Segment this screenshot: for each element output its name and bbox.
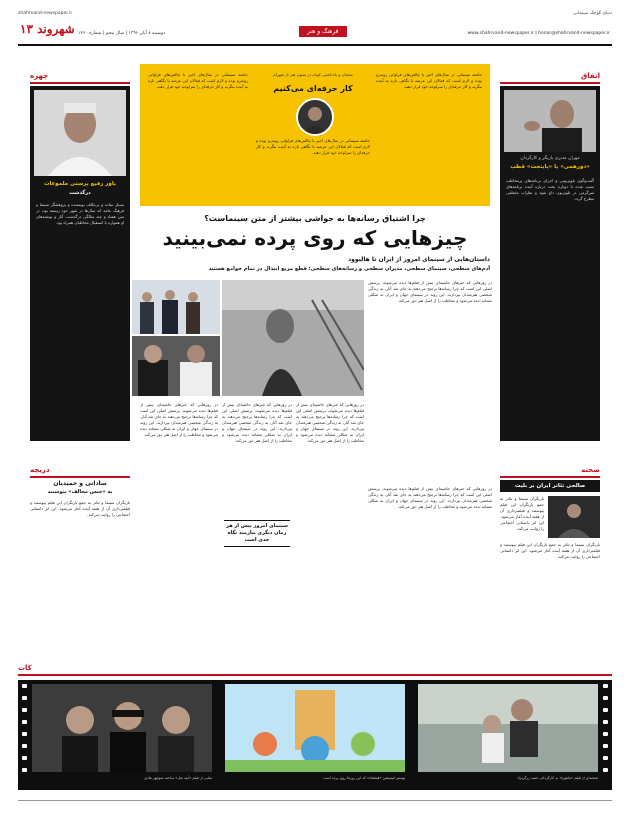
story-body-left-b: بازیگران سینما و تئاتر به جمع بازیگران این فیلم پیوستند و فیلمبرداری آن از هفته آینده آغاز می‌شود. این اثر داستانی اجتماعی را روایت می‌کند. — [500, 542, 600, 559]
sprocket-hole — [22, 696, 27, 700]
divider — [500, 476, 600, 478]
yellow-kicker: سخنان و یادداشتی کوتاه در ستون هنر از شهرام — [273, 72, 353, 77]
main-subheadline: داستان‌هایی از سینمای امروز از ایران تا هالیوود — [348, 256, 490, 263]
film-still-photo — [222, 280, 364, 396]
sprocket-hole — [603, 744, 608, 748]
sprocket-hole — [22, 708, 27, 712]
yellow-column-box — [140, 64, 490, 206]
label-right-top: چهره — [30, 72, 49, 80]
left-profile-column — [500, 86, 600, 441]
profile-photo — [34, 90, 126, 176]
story-title-right: ساداتی و حمیدیان — [53, 480, 107, 487]
main-subheadline-2: آدم‌های سطحی، سینمای سطحی، مدیران سطحی و رسانه‌های سطحی؛ قطع مربع ابتذال در تمام جوامع هستند — [208, 266, 490, 272]
sprocket-hole — [603, 684, 608, 688]
story-title-left: صالحی تئاتر ایران بر بلیت — [500, 480, 600, 492]
divider — [18, 674, 612, 676]
portrait-icon — [548, 496, 600, 538]
sprocket-hole — [603, 768, 608, 772]
film-frame-3 — [418, 684, 598, 772]
story-body-right: بازیگران سینما و تئاتر به جمع بازیگران این فیلم پیوستند و فیلمبرداری آن از هفته آینده آغاز می‌شود. این اثر داستانی اجتماعی را روایت می‌کند. — [30, 500, 130, 517]
film-frame-2 — [225, 684, 405, 772]
caption-1: نمایی از فیلم «آینه بغل» ساخته منوچهر هادی — [144, 776, 212, 780]
author-avatar — [296, 98, 334, 136]
profile-name: مهران مدیری بازیگر و کارگردان — [520, 156, 580, 161]
story-body-left-a: بازیگران سینما و تئاتر به جمع بازیگران این فیلم پیوستند و فیلمبرداری آن از هفته آینده آغاز می‌شود. این اثر داستانی اجتماعی را روایت می‌کند. — [500, 496, 544, 531]
footer-rule — [18, 800, 612, 801]
yellow-title: کار حرفه‌ای می‌کنیم — [273, 84, 353, 93]
people-icon — [132, 280, 220, 334]
caption-3: صحنه‌ای از فیلم «ماهورا» به کارگردانی حمید زرگرنژاد — [517, 776, 598, 780]
yellow-body-right: جامعه سینمایی در سال‌های اخیر با چالش‌های فراوانی روبه‌رو بوده و لازم است که فعالان این عرصه با نگاهی تازه به آینده بنگرند و کار حرفه‌ای را سرلوحه خود قرار دهند. — [376, 72, 482, 89]
label-left-mid: صحنه — [581, 466, 600, 474]
people-icon — [132, 336, 220, 396]
sprocket-hole — [603, 756, 608, 760]
masthead — [18, 22, 612, 46]
sprocket-hole — [22, 768, 27, 772]
sprocket-hole — [22, 684, 27, 688]
event-photo-top — [132, 280, 220, 334]
right-profile-column — [30, 86, 130, 441]
pull-quote: سینمای امروز بیش از هر زمان دیگری نیازمند نگاه جدی است — [224, 520, 290, 547]
film-frame-icon — [32, 684, 212, 772]
top-strip — [18, 8, 612, 20]
section-badge: فرهنگ و هنر — [299, 26, 347, 37]
profile-photo — [504, 90, 596, 152]
divider — [30, 476, 130, 478]
divider — [30, 82, 130, 84]
film-strip — [18, 680, 612, 790]
film-still-icon — [222, 280, 364, 396]
main-headline: چیزهایی که روی پرده نمی‌بینید — [162, 226, 468, 250]
story-sub-right: به «جنس مخالف» پیوستند — [47, 489, 113, 495]
avatar-icon — [298, 100, 332, 134]
portrait-icon — [504, 90, 596, 152]
label-left-top: اتفاق — [581, 72, 600, 80]
label-bottom: کات — [18, 664, 32, 672]
main-body-col-3: در روزهایی که خبرهای حاشیه‌ای بیش از فیلم‌ها دیده می‌شوند، پرسش اصلی این است که چرا رسانه‌ها ترجیح می‌دهند به جای نقد آثار، به زندگی شخصی هنرمندان بپردازند. این روند در سینمای جهان و ایران به شکلی مشابه دیده می‌شود و مخاطب را از اصل هنر دور می‌کند. — [222, 402, 292, 443]
main-body-col-4: در روزهایی که خبرهای حاشیه‌ای بیش از فیلم‌ها دیده می‌شوند، پرسش اصلی این است که چرا رسانه‌ها ترجیح می‌دهند به جای نقد آثار، به زندگی شخصی هنرمندان بپردازند. این روند در سینمای جهان و ایران به شکلی مشابه دیده می‌شود و مخاطب را از اصل هنر دور می‌کند. — [140, 402, 218, 437]
site-links[interactable]: www.shahrvand-newspaper.ir | honar@shahrvand-newspaper.ir — [467, 31, 610, 36]
left-strip-text: دنیای کوچک سینمایی — [572, 11, 612, 16]
sprocket-hole — [22, 720, 27, 724]
profile-body: گفت‌وگوی تلویزیونی و اجرای برنامه‌های پرمخاطب سبب شده تا دوباره بحث درباره آینده برنامه‌های سرگرمی در تلویزیون داغ شود و نظرات مختلفی مطرح گردد. — [506, 178, 594, 201]
sprocket-hole — [22, 744, 27, 748]
yellow-body-center: جامعه سینمایی در سال‌های اخیر با چالش‌های فراوانی روبه‌رو بوده و لازم است که فعالان این عرصه با نگاهی تازه به آینده بنگرند و کار حرفه‌ای را سرلوحه خود قرار دهند. — [256, 138, 370, 155]
label-right-mid: دریچه — [30, 466, 50, 474]
sprocket-hole — [22, 732, 27, 736]
main-kicker: چرا اشتیاق رسانه‌ها به حواشی بیشتر از متن سینماست؟ — [204, 214, 426, 223]
brand-logo — [20, 22, 75, 36]
sprocket-hole — [603, 708, 608, 712]
sprocket-hole — [603, 720, 608, 724]
profile-body: بسیار ساده و بی‌تکلف نویسنده و پژوهشگر سینما و فرهنگ عامه که سال‌ها در شهر خود زیسته بود، در سن هفتاد و چند سالگی درگذشت. آثار و نوشته‌های او همواره با استقبال مخاطبان همراه بود. — [36, 202, 124, 225]
yellow-body-left: جامعه سینمایی در سال‌های اخیر با چالش‌های فراوانی روبه‌رو بوده و لازم است که فعالان این عرصه با نگاهی تازه به آینده بنگرند و کار حرفه‌ای را سرلوحه خود قرار دهند. — [148, 72, 248, 89]
divider — [500, 82, 600, 84]
caption-2: پوستر انیمیشن «فیلشاه» که این روزها روی پرده است — [323, 776, 405, 780]
sprocket-hole — [22, 756, 27, 760]
film-frame-icon — [418, 684, 598, 772]
right-strip-text: shahrvand-newspaper.ir — [18, 11, 73, 16]
story-photo-left — [548, 496, 600, 538]
main-body-col-1b: در روزهایی که خبرهای حاشیه‌ای بیش از فیلم‌ها دیده می‌شوند، پرسش اصلی این است که چرا رسانه‌ها ترجیح می‌دهند به جای نقد آثار، به زندگی شخصی هنرمندان بپردازند. این روند در سینمای جهان و ایران به شکلی مشابه دیده می‌شود و مخاطب را از اصل هنر دور می‌کند. — [368, 486, 492, 509]
film-frame-1 — [32, 684, 212, 772]
main-body-col-2: در روزهایی که خبرهای حاشیه‌ای بیش از فیلم‌ها دیده می‌شوند، پرسش اصلی این است که چرا رسانه‌ها ترجیح می‌دهند به جای نقد آثار، به زندگی شخصی هنرمندان بپردازند. این روند در سینمای جهان و ایران به شکلی مشابه دیده می‌شود و مخاطب را از اصل هنر دور می‌کند. — [296, 402, 364, 443]
profile-subtitle: درگذشت — [69, 190, 91, 196]
animation-poster-icon — [225, 684, 405, 772]
profile-subtitle: «دورهمی» یا «پایتخت» قطب — [510, 164, 590, 170]
page-number: ۱۳ — [20, 22, 33, 36]
brand-name: شهروند — [37, 22, 75, 36]
event-photo-bottom — [132, 336, 220, 396]
sprocket-hole — [603, 696, 608, 700]
sprocket-hole — [603, 732, 608, 736]
date-line: دوشنبه ۸ آبان ۱۳۹۶ | سال پنجم | شماره ۱۲۶۰ — [78, 31, 166, 36]
portrait-icon — [34, 90, 126, 176]
main-body-col-1: در روزهایی که خبرهای حاشیه‌ای بیش از فیلم‌ها دیده می‌شوند، پرسش اصلی این است که چرا رسانه‌ها ترجیح می‌دهند به جای نقد آثار، به زندگی شخصی هنرمندان بپردازند. این روند در سینمای جهان و ایران به شکلی مشابه دیده می‌شود و مخاطب را از اصل هنر دور می‌کند. — [368, 280, 492, 303]
profile-name: یاور رفیع پرستی ملموعات — [43, 181, 117, 187]
